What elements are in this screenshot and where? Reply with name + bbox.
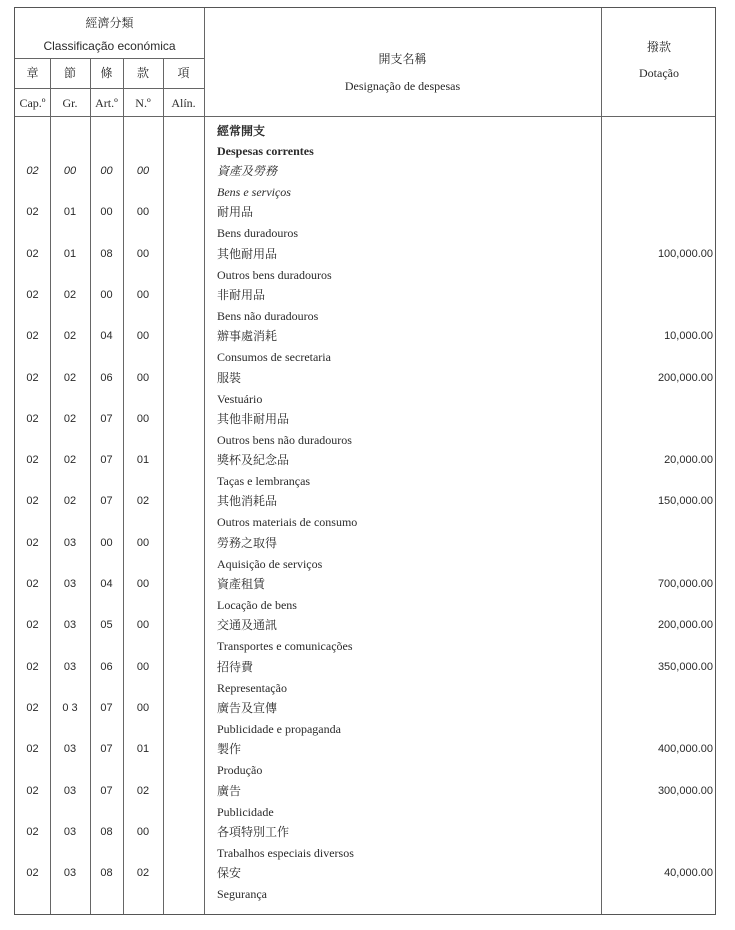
code-n: 00 <box>136 619 150 631</box>
designation-pt: Bens duradouros <box>217 226 298 240</box>
amount-title-pt: Dotação <box>639 66 679 80</box>
code-n: 01 <box>136 454 150 466</box>
amount-value: 40,000.00 <box>664 867 713 879</box>
amount-value: 150,000.00 <box>657 495 713 507</box>
code-cap: 02 <box>26 578 39 590</box>
amount-value: 700,000.00 <box>657 578 713 590</box>
code-n: 00 <box>136 248 150 260</box>
col-art-pt: Art.º <box>95 96 118 110</box>
code-gr: 03 <box>63 826 77 838</box>
designation-zh: 獎杯及紀念品 <box>217 453 290 467</box>
designation-zh: 其他非耐用品 <box>217 412 290 426</box>
designation-zh: 資產及勞務 <box>217 164 278 178</box>
designation-pt: Bens e serviços <box>217 185 291 199</box>
code-cap: 02 <box>26 372 39 384</box>
code-art: 06 <box>100 372 113 384</box>
code-gr: 02 <box>63 372 77 384</box>
designation-pt: Outros bens não duradouros <box>217 433 352 447</box>
code-art: 07 <box>100 454 113 466</box>
code-cap: 02 <box>26 413 39 425</box>
code-cap: 02 <box>26 619 39 631</box>
col-gr-zh: 節 <box>63 66 76 80</box>
code-cap: 02 <box>26 785 39 797</box>
code-art: 06 <box>100 661 113 673</box>
designation-zh: 廣告 <box>217 784 242 798</box>
designation-pt: Bens não duradouros <box>217 309 319 323</box>
code-gr: 03 <box>63 867 77 879</box>
designation-pt: Trabalhos especiais diversos <box>217 846 354 860</box>
section-title-pt: Despesas correntes <box>217 144 314 158</box>
code-gr: 03 <box>63 619 77 631</box>
header-bottom-line <box>15 116 715 117</box>
designation-zh: 辦事處消耗 <box>217 329 278 343</box>
code-gr: 03 <box>63 661 77 673</box>
code-gr: 03 <box>63 537 77 549</box>
designation-title-pt: Designação de despesas <box>344 79 461 93</box>
code-art: 07 <box>100 413 113 425</box>
code-gr: 03 <box>63 785 77 797</box>
col-n-zh: 款 <box>136 66 149 80</box>
designation-pt: Produção <box>217 763 263 777</box>
designation-pt: Aquisição de serviços <box>217 557 323 571</box>
designation-zh: 廣告及宣傳 <box>217 701 278 715</box>
designation-pt: Segurança <box>217 887 267 901</box>
code-gr: 03 <box>63 578 77 590</box>
designation-pt: Publicidade <box>217 805 274 819</box>
code-n: 00 <box>136 165 150 177</box>
code-n: 01 <box>136 743 150 755</box>
code-cap: 02 <box>26 661 39 673</box>
code-art: 07 <box>100 702 113 714</box>
code-art: 07 <box>100 743 113 755</box>
col-art-zh: 條 <box>100 66 113 80</box>
col-alin-zh: 項 <box>177 66 190 80</box>
designation-zh: 耐用品 <box>217 205 254 219</box>
code-n: 00 <box>136 206 150 218</box>
amount-title-zh: 撥款 <box>646 40 671 54</box>
code-n: 00 <box>136 537 150 549</box>
section-title-zh: 經常開支 <box>217 124 266 138</box>
amount-value: 200,000.00 <box>657 619 713 631</box>
code-n: 02 <box>136 785 150 797</box>
designation-zh: 保安 <box>217 866 242 880</box>
amount-value: 10,000.00 <box>664 330 713 342</box>
designation-pt: Representação <box>217 681 287 695</box>
amount-value: 400,000.00 <box>657 743 713 755</box>
code-gr: 02 <box>63 413 77 425</box>
col-n-pt: N.º <box>135 96 151 110</box>
classification-title-zh: 經濟分類 <box>85 16 134 30</box>
code-n: 02 <box>136 867 150 879</box>
designation-pt: Locação de bens <box>217 598 297 612</box>
designation-pt: Vestuário <box>217 392 263 406</box>
budget-table <box>14 7 716 915</box>
code-cap: 02 <box>26 537 39 549</box>
col-divider <box>204 8 205 914</box>
code-n: 00 <box>136 289 150 301</box>
code-n: 00 <box>136 702 150 714</box>
code-cap: 02 <box>26 702 39 714</box>
code-art: 00 <box>100 289 113 301</box>
code-art: 08 <box>100 826 113 838</box>
code-gr: 01 <box>63 206 77 218</box>
code-art: 00 <box>100 537 113 549</box>
code-cap: 02 <box>26 867 39 879</box>
code-gr: 02 <box>63 495 77 507</box>
code-n: 02 <box>136 495 150 507</box>
col-alin-pt: Alín. <box>171 96 196 110</box>
code-art: 04 <box>100 578 113 590</box>
code-n: 00 <box>136 578 150 590</box>
col-divider <box>163 58 164 914</box>
header-divider <box>15 88 204 89</box>
designation-pt: Transportes e comunicações <box>217 639 353 653</box>
amount-value: 300,000.00 <box>657 785 713 797</box>
code-gr: 0 3 <box>62 702 78 714</box>
code-gr: 03 <box>63 743 77 755</box>
code-cap: 02 <box>26 330 39 342</box>
code-cap: 02 <box>26 289 39 301</box>
code-cap: 02 <box>26 454 39 466</box>
code-art: 08 <box>100 867 113 879</box>
code-cap: 02 <box>26 248 39 260</box>
designation-zh: 招待費 <box>217 660 254 674</box>
designation-zh: 其他耐用品 <box>217 247 278 261</box>
amount-value: 100,000.00 <box>657 248 713 260</box>
code-n: 00 <box>136 826 150 838</box>
code-art: 00 <box>100 206 113 218</box>
code-gr: 02 <box>63 330 77 342</box>
code-gr: 02 <box>63 289 77 301</box>
col-cap-pt: Cap.º <box>19 96 46 110</box>
code-cap: 02 <box>26 743 39 755</box>
code-art: 07 <box>100 495 113 507</box>
code-cap: 02 <box>26 206 39 218</box>
code-cap: 02 <box>26 826 39 838</box>
designation-pt: Consumos de secretaria <box>217 350 331 364</box>
designation-zh: 服裝 <box>217 371 242 385</box>
designation-zh: 交通及通訊 <box>217 618 278 632</box>
header-divider <box>15 58 204 59</box>
code-cap: 02 <box>26 495 39 507</box>
code-art: 05 <box>100 619 113 631</box>
designation-zh: 其他消耗品 <box>217 494 278 508</box>
code-gr: 00 <box>63 165 77 177</box>
designation-zh: 各項特別工作 <box>217 825 290 839</box>
designation-pt: Outros materiais de consumo <box>217 515 358 529</box>
designation-pt: Taças e lembranças <box>217 474 311 488</box>
code-n: 00 <box>136 661 150 673</box>
designation-pt: Outros bens duradouros <box>217 268 332 282</box>
amount-value: 350,000.00 <box>657 661 713 673</box>
designation-zh: 非耐用品 <box>217 288 266 302</box>
code-art: 00 <box>100 165 113 177</box>
code-art: 04 <box>100 330 113 342</box>
amount-value: 200,000.00 <box>657 372 713 384</box>
code-art: 08 <box>100 248 113 260</box>
col-cap-zh: 章 <box>26 66 39 80</box>
designation-title-zh: 開支名稱 <box>378 52 427 66</box>
designation-zh: 製作 <box>217 742 242 756</box>
code-art: 07 <box>100 785 113 797</box>
code-n: 00 <box>136 413 150 425</box>
designation-zh: 勞務之取得 <box>217 536 278 550</box>
designation-zh: 資產租賃 <box>217 577 266 591</box>
code-gr: 01 <box>63 248 77 260</box>
classification-title-pt: Classificação económica <box>43 39 176 53</box>
amount-value: 20,000.00 <box>664 454 713 466</box>
code-n: 00 <box>136 372 150 384</box>
designation-pt: Publicidade e propaganda <box>217 722 341 736</box>
code-cap: 02 <box>26 165 39 177</box>
code-n: 00 <box>136 330 150 342</box>
col-gr-pt: Gr. <box>62 96 78 110</box>
code-gr: 02 <box>63 454 77 466</box>
